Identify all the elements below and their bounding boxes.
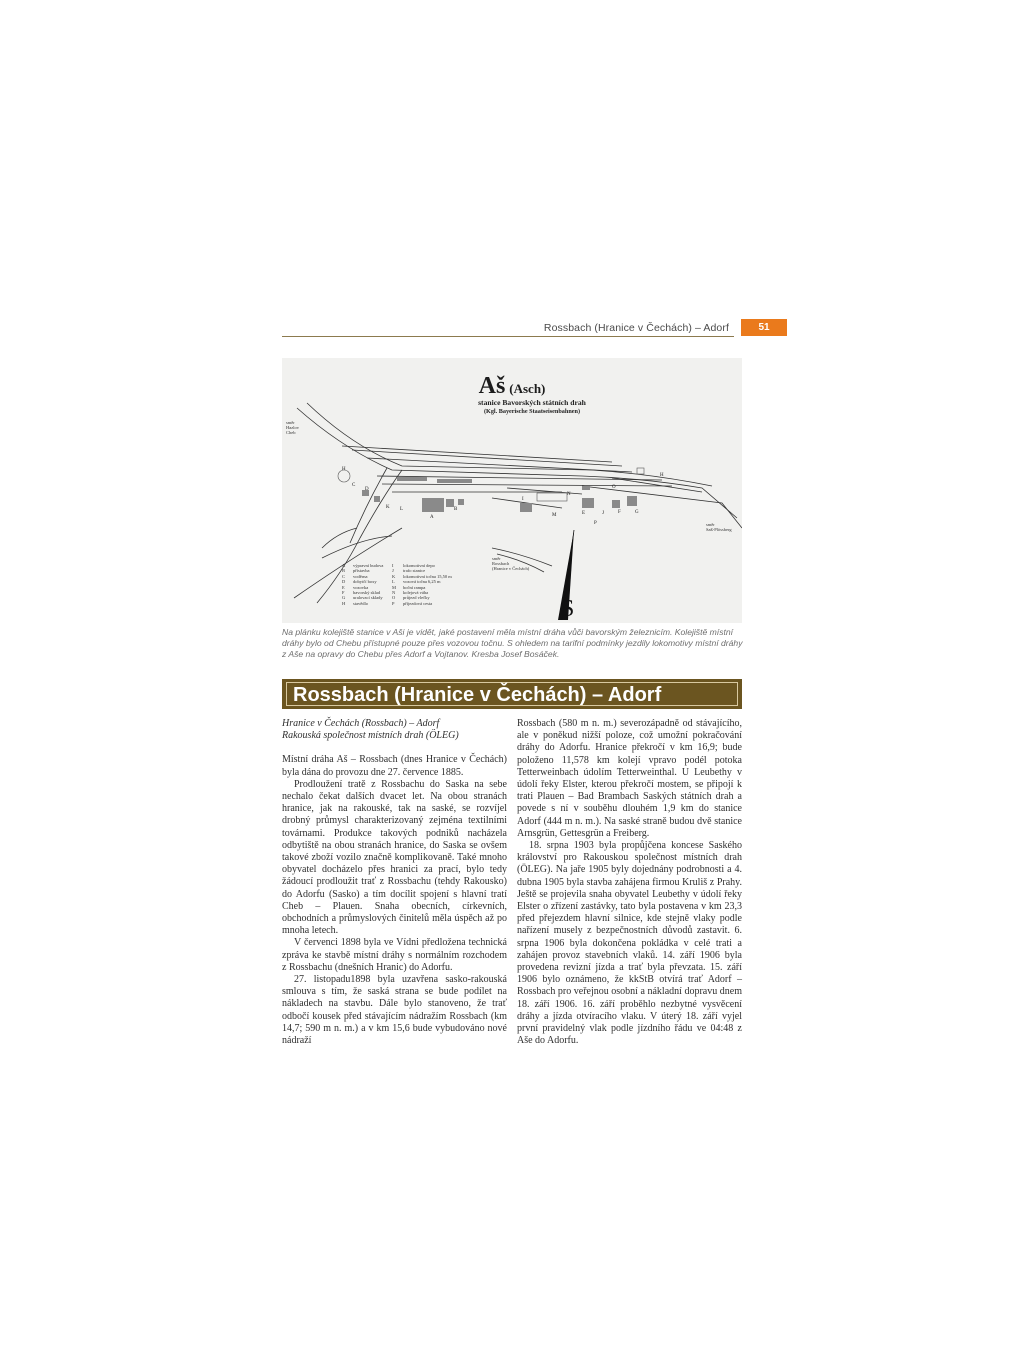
svg-text:G: G <box>635 510 639 515</box>
svg-text:B: B <box>454 507 458 512</box>
legend-right: I lokomotivní depo J trafo stanice K lokomotivní točna 15,50 m L vozová točna 6,25 m M boční rampa N kolejová váha O průjezd vlečky P příjezdová cesta <box>392 563 452 606</box>
svg-text:N: N <box>567 492 571 497</box>
svg-text:I: I <box>522 497 524 502</box>
compass-letter: S <box>561 596 575 622</box>
svg-text:D: D <box>365 487 369 492</box>
svg-text:M: M <box>552 513 557 518</box>
paragraph: Rossbach (580 m n. m.) severozápadně od stávajícího, ale v poněkud nižší poloze, což umožní pokračování dráhy do Adorfu. Hranice překročí v km 16,9; bude položeno 11,578 km kolejí vpravo podél potoka Tetterweinbach údolím Tetterweinthal. U Leubethy v údolí řeky Elster, kterou překročí mostem, se připojí k trati Plauen – Bad Brambach Saských státních drah a povede s ní v souběhu dlouhém 1,9 km do stanice Adorf (444 m n. m.). Na saské straně budou dvě stanice Arnsgrün, Gettesgrün a Freiberg. <box>517 718 742 839</box>
svg-text:E: E <box>582 511 586 516</box>
svg-text:L: L <box>400 507 404 512</box>
paragraph: Prodloužení tratě z Rossbachu do Saska na sebe nechalo čekat dalších dvacet let. Na obou stranách hranice, jak na rakouské, tak na saské, se rozvíjel drobný průmysl charakterizovaný zejména textilními továrnami. Produkce takových podniků nacházela odbytiště na obou stranách hranice, do Saska se ovšem takové zboží vozilo značně komplikovaně. Také mnoho obyvatel docházelo přes hranici za prací, bylo tedy žádoucí prodloužit trať z Rossbachu (tehdy Rakousko) do Adorfu (Sasko) a tím docílit spojení s hlavní tratí Cheb – Plauen. Snaha obecních, církevních, obchodních a průmyslových činitelů měla úspěch až po mnoha letech. <box>282 778 507 937</box>
svg-text:J: J <box>602 511 604 516</box>
lead-line-2: Rakouská společnost místních drah (ÖLEG) <box>282 730 459 742</box>
page-number: 51 <box>741 319 787 336</box>
paragraph: Místní dráha Aš – Rossbach (dnes Hranice v Čechách) byla dána do provozu dne 27. července 1885. <box>282 754 507 778</box>
figure-title-main: Aš <box>478 373 506 399</box>
svg-text:H: H <box>342 467 346 472</box>
figure-subtitle-german: (Kgl. Bayerische Staatseisenbahnen) <box>483 408 581 415</box>
lead-block <box>282 718 507 742</box>
figure-subtitle: stanice Bavorských státních drah <box>478 398 586 407</box>
running-header <box>282 319 787 339</box>
banner-frame <box>286 682 738 706</box>
svg-text:K: K <box>386 505 390 510</box>
header-rule <box>282 336 734 337</box>
station-plan-figure <box>282 358 742 623</box>
svg-text:C: C <box>352 483 356 488</box>
figure-caption: Na plánku kolejiště stanice v Aši je vidět, jaké postavení měla místní dráha vůči bavorským železnicím. Kolejiště místní dráhy bylo od Chebu přístupné pouze přes vozovou točnu. S ohledem na tarifní podmínky jezdily lokomotivy místní dráhy z Aše na opravy do Chebu přes Adorf a Vojtanov. Kresba Josef Bosáček. <box>282 627 743 659</box>
direction-label-plossberg: směr Saß-Plössberg <box>706 522 732 532</box>
svg-text:A: A <box>430 515 434 520</box>
svg-text:F: F <box>618 510 621 515</box>
figure-title <box>282 373 742 400</box>
figure-title-paren: (Asch) <box>509 381 546 396</box>
running-title: Rossbach (Hranice v Čechách) – Adorf <box>543 322 729 334</box>
svg-text:P: P <box>594 521 597 526</box>
paragraph: 27. listopadu1898 byla uzavřena sasko-rakouská smlouva s tím, že saská strana se bude podílet na nákladech na stavbu. Dále bylo stanoveno, že trať odbočí kousek před stávajícím nádražím Rossbach (km 14,7; 590 m n. m.) a v km 15,6 bude vybudováno nové nádraží <box>282 974 507 1047</box>
svg-text:O: O <box>612 485 616 490</box>
lead-line-1: Hranice v Čechách (Rossbach) – Adorf <box>282 718 440 729</box>
svg-text:H: H <box>660 473 664 478</box>
legend-left: A výpravní budova B přístavba C voděrna D dobytčí boxy E vozovka F bavorský sklad G uralovací sklady H stavědlo <box>342 563 384 606</box>
direction-label-cheb: směr Hazlov Cheb <box>286 420 299 435</box>
direction-label-rossbach: směr Rossbach (Hranice v Čechách) <box>492 556 530 571</box>
text-column-left <box>282 718 507 1047</box>
paragraph: 18. srpna 1903 byla propůjčena koncese Saského království pro Rakouskou společnost místních drah (ÖLEG). Na jaře 1905 byly dojednány podrobnosti a 4. dubna 1905 byla stavba zahájena firmou Kruliš z Prahy. Ještě se projevila snaha obyvatel Leubethy v údolí řeky Elster o zřízení zastávky, tato byla postavena v km 23,3 před přejezdem hlavní silnice, kde stejně vlaky podle nařízení musely z bezpečnostních důvodů zastavit. 6. srpna 1906 byla dokončena pokládka v celé trati a zahájen provoz stavebních vlaků. 14. září 1906 byla provedena revizní jízda a trať byla převzata. 15. září 1906 bylo oznámeno, že kkStB otvírá trať Adorf – Rossbach pro veřejnou osobní a nákladní dopravu dnem 18. září 1906. 16. září proběhlo nezbytné vysvěcení dráhy a jízda otvíracího vlaku. V úterý 18. září vyjel první pravidelný vlak podle jízdního řádu ve 04:48 z Aše do Adorfu. <box>517 840 742 1047</box>
section-title: Rossbach (Hranice v Čechách) – Adorf <box>293 684 662 706</box>
paragraph: V červenci 1898 byla ve Vídni předložena technická zpráva ke stavbě místní dráhy s normálním rozchodem z Rossbachu (dnešních Hranic) do Adorfu. <box>282 937 507 973</box>
section-banner <box>282 679 742 709</box>
text-column-right <box>517 718 742 1047</box>
